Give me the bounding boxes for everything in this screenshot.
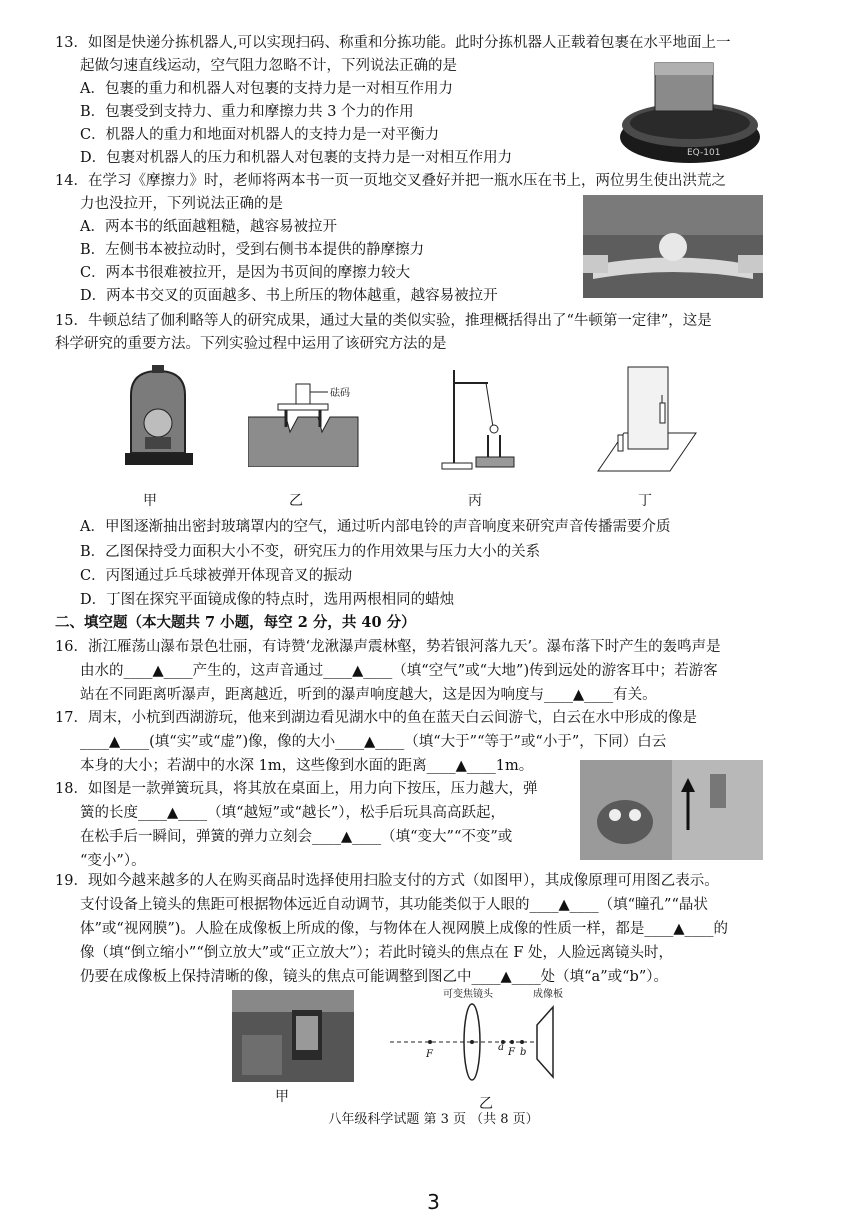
q14-option-d: D．两本书交叉的页面越多、书上所压的物体越重，越容易被拉开 (80, 288, 498, 304)
q13-option-a: A．包裹的重力和机器人对包裹的支持力是一对相互作用力 (80, 81, 453, 97)
q15-caption-yi: 乙 (289, 493, 303, 509)
q14-stem: 14．在学习《摩擦力》时，老师将两本书一页一页地交叉叠好并把一瓶水压在书上，两位男生使出洪荒之 (55, 173, 726, 189)
q19-line4: 像（填“倒立缩小”“倒立放大”或“正立放大”）；若此时镜头的焦点在 F 处，人脸远离镜头时， (80, 945, 674, 961)
q17-line2: ____▲____(填“实”或“虚”)像，像的大小____▲____（填“大于”“等于”或“小于”，下同）白云 (80, 734, 667, 750)
bell-jar-figure (115, 365, 200, 470)
page-number: 3 (427, 1190, 440, 1214)
q14-option-b: B．左侧书本被拉动时，受到右侧书本提供的静摩擦力 (80, 242, 425, 258)
q16-line3: 站在不同距离听瀑声，距离越近，听到的瀑声响度越大，这是因为响度与____▲____有关。 (80, 687, 657, 703)
q15-caption-bing: 丙 (468, 493, 482, 509)
q15-option-a: A．甲图逐渐抽出密封玻璃罩内的空气，通过听内部电铃的声音响度来研究声音传播需要介质 (80, 519, 671, 535)
q15-option-c: C．丙图通过乒乓球被弹开体现音叉的振动 (80, 568, 353, 584)
q13-stem-cont: 起做匀速直线运动，空气阻力忽略不计，下列说法正确的是 (80, 58, 457, 74)
weight-label: 砝码 (330, 388, 350, 399)
q15-caption-jia: 甲 (143, 493, 157, 509)
face-payment-photo (232, 990, 354, 1082)
robot-model-label: EQ-101 (687, 148, 721, 158)
q18-line2: 簧的长度____▲____（填“越短”或“越长”），松手后玩具高高跃起， (80, 805, 506, 821)
lens-imaging-diagram (385, 985, 600, 1085)
q19-caption-jia: 甲 (275, 1089, 289, 1105)
q17-line1: 17．周末，小杭到西湖游玩，他来到湖边看见湖水中的鱼在蓝天白云间游弋，白云在水中形成的像是 (55, 710, 697, 726)
q18-line3: 在松手后一瞬间，弹簧的弹力立刻会____▲____（填“变大”“不变”或 (80, 829, 513, 845)
point-b-label: b (520, 1047, 527, 1058)
q16-line1: 16．浙江雁荡山瀑布景色壮丽，有诗赞‘龙湫瀑声震林壑，势若银河落九天’。瀑布落下时产生的轰鸣声是 (55, 639, 721, 655)
pressure-sponge-figure (248, 372, 363, 467)
q15-stem-cont: 科学研究的重要方法。下列实验过程中运用了该研究方法的是 (55, 336, 447, 352)
q15-option-b: B．乙图保持受力面积大小不变，研究压力的作用效果与压力大小的关系 (80, 544, 541, 560)
q13-option-d: D．包裹对机器人的压力和机器人对包裹的支持力是一对相互作用力 (80, 150, 513, 166)
q19-line2: 支付设备上镜头的焦距可根据物体远近自动调节，其功能类似于人眼的____▲____（填“瞳孔”“晶状 (80, 897, 708, 913)
imaging-board-label: 成像板 (533, 989, 563, 1000)
q15-stem: 15．牛顿总结了伽利略等人的研究成果，通过大量的类似实验，推理概括得出了“牛顿第一定律”，这是 (55, 313, 712, 329)
q19-line5: 仍要在成像板上保持清晰的像，镜头的焦点可能调整到图乙中____▲____处（填“a”或“b”）。 (80, 969, 668, 985)
plane-mirror-figure (596, 363, 701, 475)
q14-option-c: C．两本书很难被拉开，是因为书页间的摩擦力较大 (80, 265, 411, 281)
q19-line1: 19．现如今越来越多的人在购买商品时选择使用扫脸支付的方式（如图甲），其成像原理可用图乙表示。 (55, 873, 719, 889)
q17-line3: 本身的大小；若湖中的水深 1m，这些像到水面的距离____▲____1m。 (80, 758, 534, 774)
q13-stem: 13．如图是快递分拣机器人,可以实现扫码、称重和分拣功能。此时分拣机器人正载着包裹在水平地面上一 (55, 35, 731, 51)
q15-option-d: D．丁图在探究平面镜成像的特点时，选用两根相同的蜡烛 (80, 592, 455, 608)
q13-option-b: B．包裹受到支持力、重力和摩擦力共 3 个力的作用 (80, 104, 414, 120)
page-footer: 八年级科学试题 第 3 页 （共 8 页） (328, 1112, 539, 1127)
q19-caption-yi: 乙 (479, 1096, 493, 1112)
spring-toy-photo (580, 760, 763, 860)
q16-line2: 由水的____▲____产生的，这声音通过____▲____（填“空气”或“大地”)传到远处的游客耳中；若游客 (80, 663, 718, 679)
q13-option-c: C．机器人的重力和地面对机器人的支持力是一对平衡力 (80, 127, 440, 143)
focus-left-label: F (426, 1049, 433, 1060)
section-heading: 二、填空题（本大题共 7 小题，每空 2 分，共 40 分） (55, 614, 416, 631)
q18-line1: 18．如图是一款弹簧玩具，将其放在桌面上，用力向下按压，压力越大，弹 (55, 781, 538, 797)
q19-line3: 体”或“视网膜”)。人脸在成像板上所成的像，与物体在人视网膜上成像的性质一样，都是____▲____的 (80, 921, 729, 937)
focus-right-label: F (508, 1047, 515, 1058)
q15-caption-ding: 丁 (638, 493, 652, 509)
point-a-label: a (498, 1042, 504, 1053)
q14-stem-cont: 力也没拉开，下列说法正确的是 (80, 196, 283, 212)
tuning-fork-figure (440, 365, 520, 473)
books-friction-photo (583, 195, 763, 298)
variable-lens-label: 可变焦镜头 (443, 989, 493, 1000)
q14-option-a: A．两本书的纸面越粗糙，越容易被拉开 (80, 219, 337, 235)
robot-photo (615, 55, 765, 170)
q18-line4: “变小”）。 (80, 853, 146, 869)
